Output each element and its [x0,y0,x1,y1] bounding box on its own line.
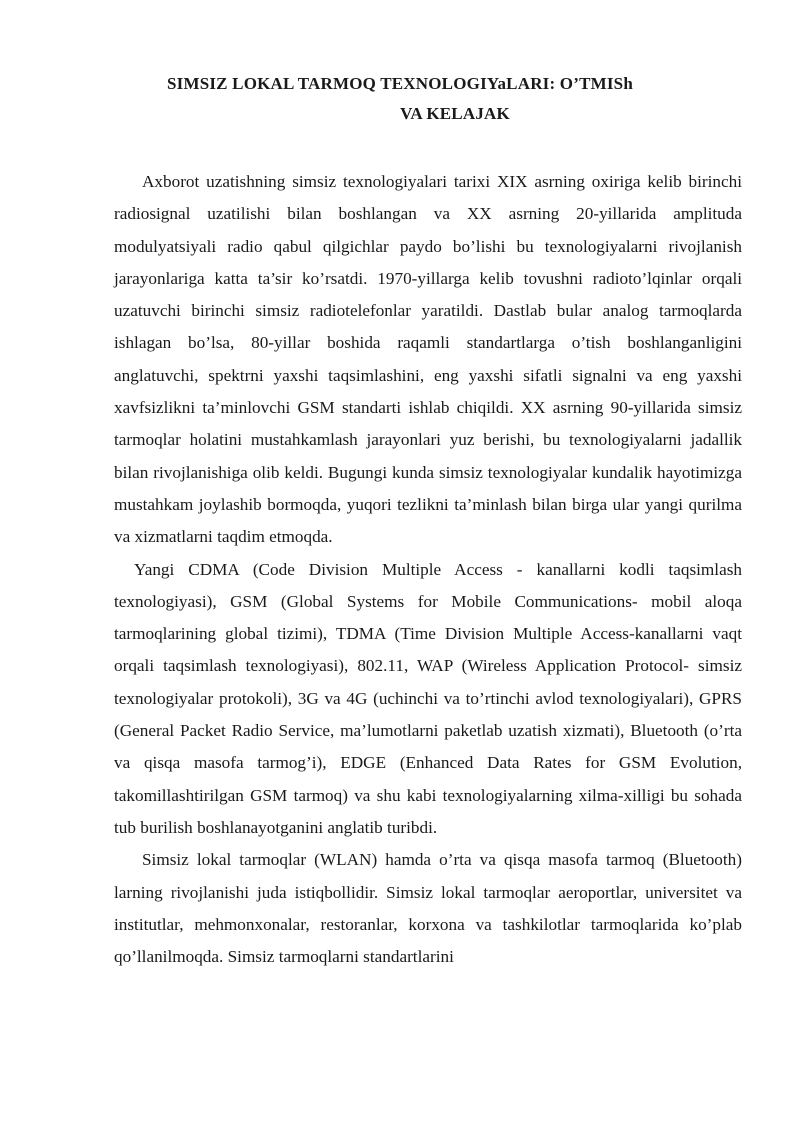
paragraph-wireless-history: Axborot uzatishning simsiz texnologiyalari tarixi XIX asrning oxiriga kelib birinchi radiosignal uzatilishi bilan boshlangan va XX asrning 20-yillarida amplituda modulyatsiyali radio qabul qilgichlar paydo bo’lishi bu texnologiyalarni rivojlanish jarayonlariga katta ta’sir ko’rsatdi. 1970-yillarga kelib tovushni radioto’lqinlar orqali uzatuvchi birinchi simsiz radiotelefonlar yaratildi. Dastlab bular analog tarmoqlarda ishlagan bo’lsa, 80-yillar boshida raqamli standartlarga o’tish boshlanganligini anglatuvchi, spektrni yaxshi taqsimlashini, eng yaxshi sifatli signalni va eng yaxshi xavfsizlikni ta’minlovchi GSM standarti ishlab chiqildi. XX asrning 90-yillarida simsiz tarmoqlar holatini mustahkamlash jarayonlari yuz berishi, bu texnologiyalarni jadallik bilan rivojlanishiga olib keldi. Bugungi kunda simsiz texnologiyalar kundalik hayotimizga mustahkam joylashib bormoqda, yuqori tezlikni ta’minlash bilan birga ular yangi qurilma va xizmatlarni taqdim etmoqda. [114,172,742,547]
paragraph-technologies-list: Yangi CDMA (Code Division Multiple Access - kanallarni kodli taqsimlash texnologiyasi), GSM (Global Systems for Mobile Communications- mobil aloqa tarmoqlarining global tizimi), TDMA (Time Division Multiple Access-kanallarni vaqt orqali taqsimlash texnologiyasi), 802.11, WAP (Wireless Application Protocol- simsiz texnologiyalar protokoli), 3G va 4G (uchinchi va to’rtinchi avlod texnologiyalari), GPRS (General Packet Radio Service, ma’lumotlarni paketlab uzatish xizmati), Bluetooth (o’rta va qisqa masofa tarmog’i), EDGE (Enhanced Data Rates for GSM Evolution, takomillashtirilgan GSM tarmoq) va shu kabi texnologiyalarning xilma-xilligi bu sohada tub burilish boshlanayotganini anglatib turibdi. [114,559,742,837]
document-body [114,166,742,973]
document-title-line-2: VA KELAJAK [400,104,510,123]
document-title-line-1: SIMSIZ LOKAL TARMOQ TEXNOLOGIYaLARI: O’TMISh [166,74,633,93]
paragraph-wlan-bluetooth: Simsiz lokal tarmoqlar (WLAN) hamda o’rta va qisqa masofa tarmoq (Bluetooth) larning rivojlanishi juda istiqbollidir. Simsiz lokal tarmoqlar aeroportlar, universitet va institutlar, mehmonxonalar, restoranlar, korxona va tashkilotlar tarmoqlarida ko’plab qo’llanilmoqda. Simsiz tarmoqlarni standartlarini [114,850,742,967]
